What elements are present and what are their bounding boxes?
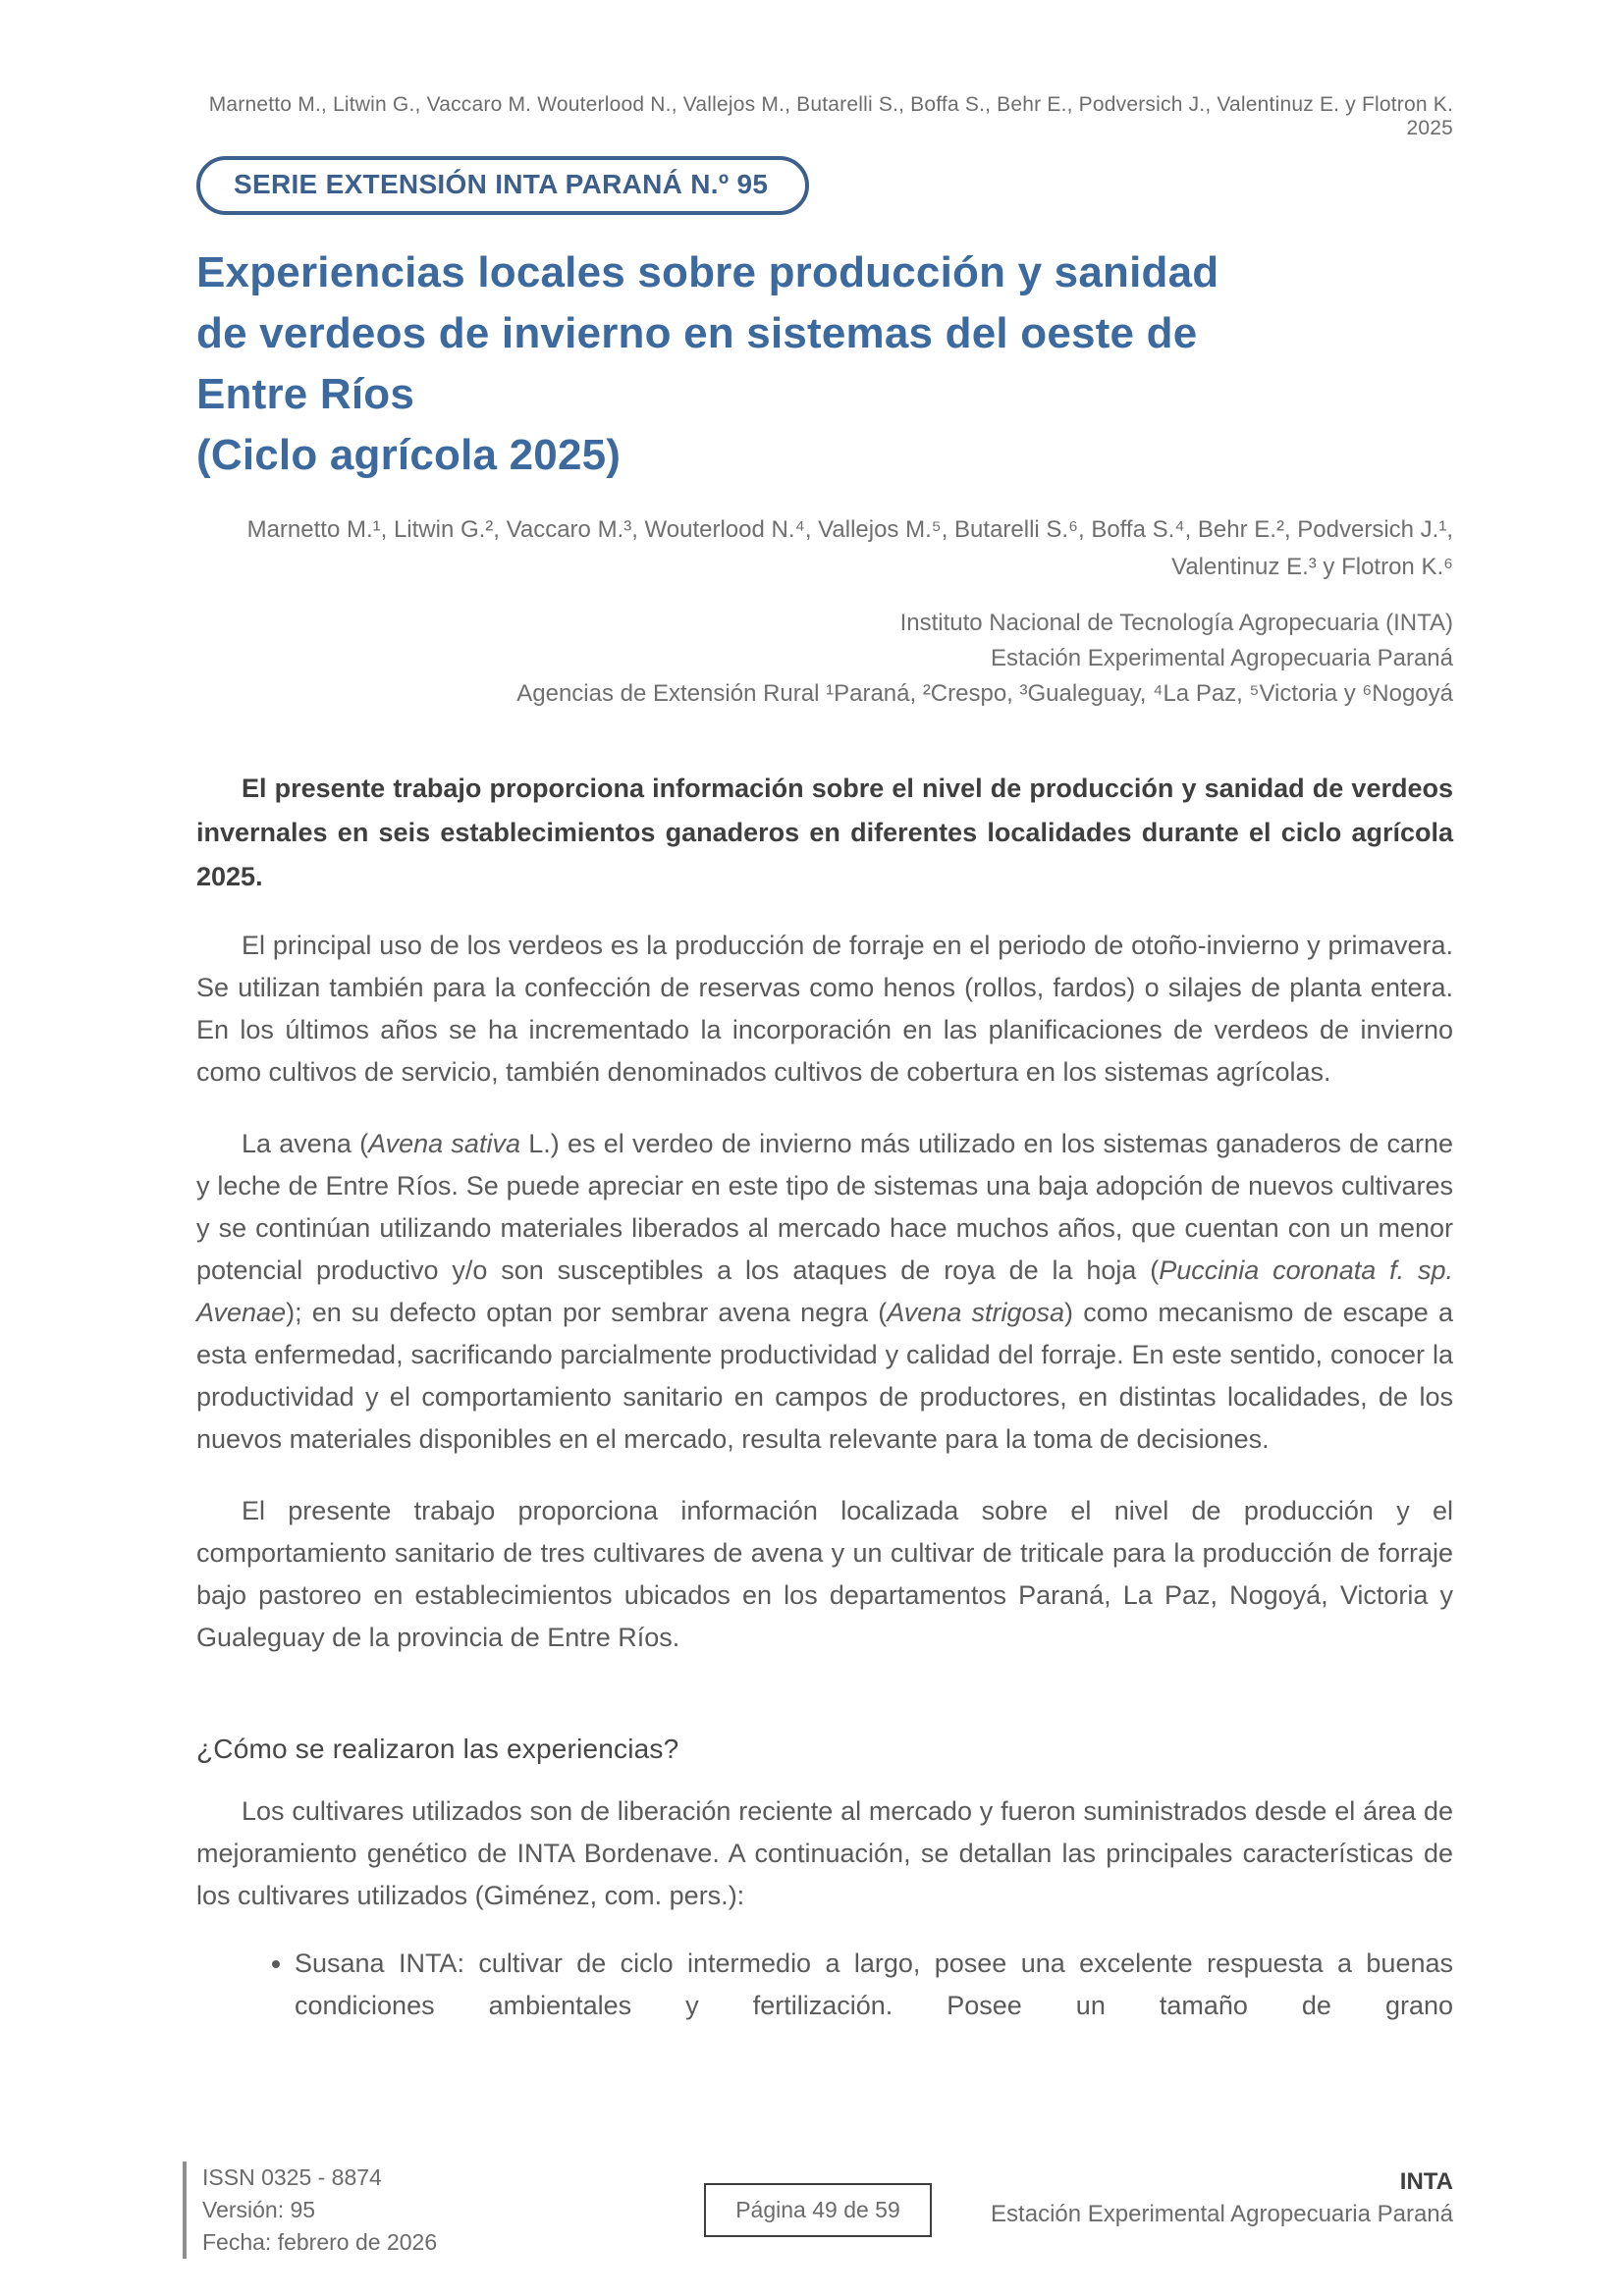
series-badge-row — [196, 140, 1453, 215]
body-paragraph: El presente trabajo proporciona información localizada sobre el nivel de producción y el comportamiento sanitario de tres cultivares de avena y un cultivar de triticale para la producción de forraje bajo pastoreo en establecimientos ubicados en los departamentos Paraná, La Paz, Nogoyá, Victoria y Gualeguay de la provincia de Entre Ríos. — [196, 1496, 1453, 1652]
footer-org-name: INTA — [1399, 2168, 1453, 2195]
page-footer — [183, 2162, 1453, 2259]
page-title-line: de verdeos de invierno en sistemas del oeste de — [196, 309, 1198, 357]
page-title — [196, 242, 1453, 486]
footer-version: Versión: 95 — [202, 2197, 316, 2222]
cultivar-bullet-list — [196, 1943, 1453, 2027]
footer-org-subtitle: Estación Experimental Agropecuaria Paraná — [991, 2201, 1453, 2227]
list-item: • Susana INTA: cultivar de ciclo intermedio a largo, posee una excelente respuesta a buenas condiciones ambientales y fertilización. Posee un tamaño de grano — [295, 1943, 1453, 2027]
footer-org-block — [932, 2162, 1453, 2230]
footer-issn: ISSN 0325 - 8874 — [202, 2164, 382, 2190]
page-number-box: Página 49 de 59 — [704, 2183, 932, 2237]
author-list — [196, 511, 1453, 586]
footer-publication-info — [183, 2162, 704, 2259]
affiliation-block — [196, 606, 1453, 712]
page-title-line: (Ciclo agrícola 2025) — [196, 431, 622, 479]
affiliation-line: Estación Experimental Agropecuaria Paraná — [991, 645, 1453, 671]
affiliation-line: Instituto Nacional de Tecnología Agropecuaria (INTA) — [899, 610, 1453, 636]
series-badge: SERIE EXTENSIÓN INTA PARANÁ N.º 95 — [196, 156, 809, 215]
section-heading: ¿Cómo se realizaron las experiencias? — [196, 1734, 679, 1764]
section-intro-paragraph: Los cultivares utilizados son de liberación reciente al mercado y fueron suministrados desde el área de mejoramiento genético de INTA Bordenave. A continuación, se detallan las principales características de los cultivares utilizados (Giménez, com. pers.): — [196, 1796, 1453, 1910]
abstract-paragraph: El presente trabajo proporciona información sobre el nivel de producción y sanidad de verdeos invernales en seis establecimientos ganaderos en diferentes localidades durante el ciclo agrícola 2025. — [196, 774, 1453, 891]
body-paragraph: La avena (Avena sativa L.) es el verdeo de invierno más utilizado en los sistemas ganaderos de carne y leche de Entre Ríos. Se puede apreciar en este tipo de sistemas una baja adopción de nuevos cultivares y se continúan utilizando materiales liberados al mercado hace muchos años, que cuentan con un menor potencial productivo y/o son susceptibles a los ataques de roya de la hoja (Puccinia coronata f. sp. Avenae); en su defecto optan por sembrar avena negra (Avena strigosa) como mecanismo de escape a esta enfermedad, sacrificando parcialmente productividad y calidad del forraje. En este sentido, conocer la productividad y el comportamiento sanitario en campos de productores, en distintas localidades, de los nuevos materiales disponibles en el mercado, resulta relevante para la toma de decisiones. — [196, 1129, 1454, 1454]
body-paragraph: El principal uso de los verdeos es la producción de forraje en el periodo de otoño-invierno y primavera. Se utilizan también para la confección de reservas como henos (rollos, fardos) o silajes de planta entera. En los últimos años se ha incrementado la incorporación en las planificaciones de verdeos de invierno como cultivos de servicio, también denominados cultivos de cobertura en los sistemas agrícolas. — [196, 931, 1453, 1087]
page-title-line: Experiencias locales sobre producción y sanidad — [196, 248, 1219, 296]
author-list-line: Marnetto M.¹, Litwin G.², Vaccaro M.³, Wouterlood N.⁴, Vallejos M.⁵, Butarelli S.⁶, Boffa S.⁴, Behr E.², Podversich J.¹, — [246, 516, 1453, 543]
author-list-line: Valentinuz E.³ y Flotron K.⁶ — [1171, 554, 1453, 580]
footer-date: Fecha: febrero de 2026 — [202, 2229, 438, 2255]
header-citation: Marnetto M., Litwin G., Vaccaro M. Wouterlood N., Vallejos M., Butarelli S., Boffa S., Behr E., Podversich J., Valentinuz E. y Flotron K. 2025 — [208, 93, 1453, 139]
affiliation-line: Agencias de Extensión Rural ¹Paraná, ²Crespo, ³Gualeguay, ⁴La Paz, ⁵Victoria y ⁶Nogoyá — [516, 680, 1453, 707]
page-title-line: Entre Ríos — [196, 370, 415, 418]
